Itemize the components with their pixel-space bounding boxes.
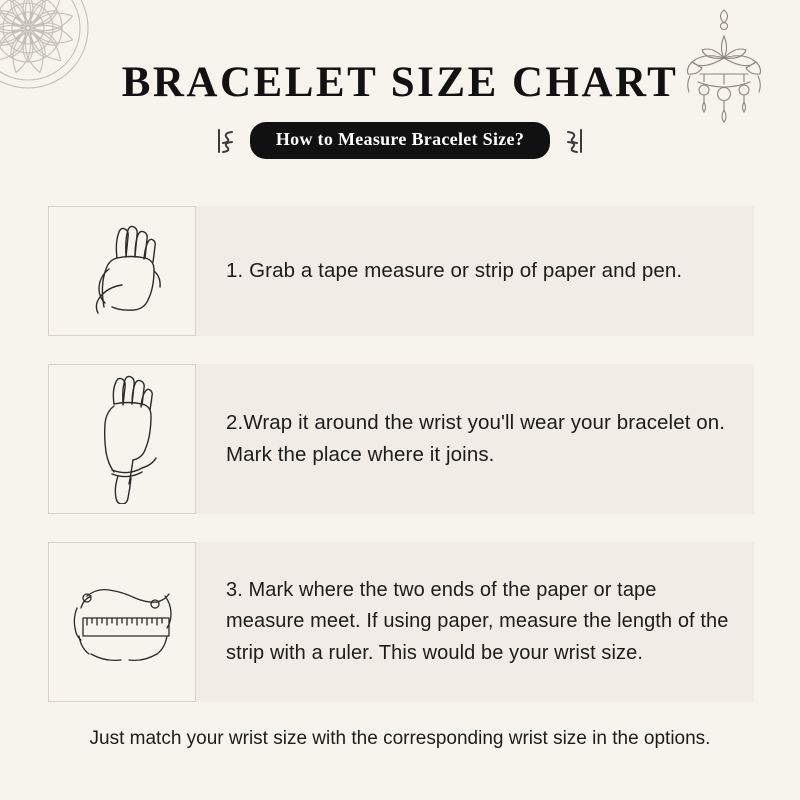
footer-note: Just match your wrist size with the corresponding wrist size in the options. [89,728,711,749]
subtitle-row [0,122,800,159]
hands-with-ruler-icon [48,542,196,702]
page-title: BRACELET SIZE CHART [121,59,679,106]
hand-holding-tape-icon [48,206,196,336]
list-item [48,542,754,702]
flourish-left-icon [210,128,238,154]
list-item [48,206,754,336]
step-text: 3. Mark where the two ends of the paper or tape measure meet. If using paper, measure the length of the strip with a ruler. This would be your wrist size. [226,578,729,664]
step-text: 2.Wrap it around the wrist you'll wear your bracelet on. Mark the place where it joins. [226,410,726,466]
hand-wrapped-tape-icon [48,364,196,514]
steps-list [48,206,754,730]
list-item [48,364,754,514]
flourish-right-icon [562,128,590,154]
step-text: 1. Grab a tape measure or strip of paper and pen. [226,258,683,282]
subtitle-pill: How to Measure Bracelet Size? [250,122,550,159]
